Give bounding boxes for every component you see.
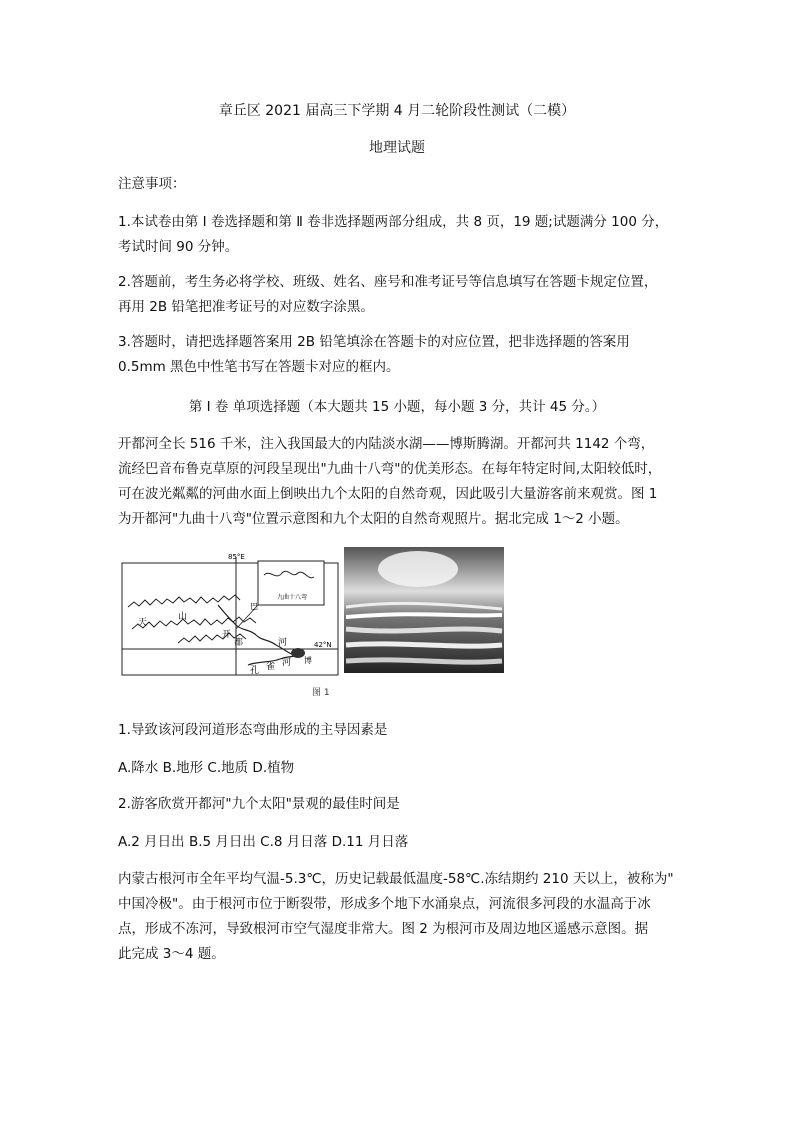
section-heading: 第 Ⅰ 卷 单项选择题（本大题共 15 小题，每小题 3 分，共计 45 分。）: [188, 399, 606, 415]
map-char-6: 孔: [250, 666, 260, 676]
longitude-label: 85°E: [228, 553, 245, 561]
notes-heading: 注意事项：: [118, 176, 186, 192]
figure-1-caption: 图 1: [312, 688, 330, 698]
note-item-3: [118, 330, 678, 380]
question-1-stem: 1.导致该河段河道形态弯曲形成的主导因素是: [118, 722, 388, 738]
map-char-9: 巴: [250, 602, 258, 611]
figure-1: [118, 545, 530, 705]
passage-2-line-1: 内蒙古根河市全年平均气温-5.3℃，历史记载最低温度-58℃.冻结期约 210 天以上，被称为": [118, 871, 674, 887]
map-char-8: 河: [282, 658, 292, 668]
passage-1-line-2: 流经巴音布鲁克草原的河段呈现出"九曲十八弯"的优美形态。在每年特定时间,太阳较低时，: [118, 461, 662, 477]
map-char-7: 雀: [266, 662, 276, 672]
passage-1-line-3: 可在波光粼粼的河曲水面上倒映出九个太阳的自然奇观，因此吸引大量游客前来观赏。图 1: [118, 486, 658, 502]
figure-1-graphics: [118, 545, 530, 705]
map-char-2: 山: [178, 612, 188, 622]
note-item-2-line-1: 2.答题前，考生务必将学校、班级、姓名、座号和准考证号等信息填写在答题卡规定位置，: [118, 274, 658, 290]
river-bend-3: [346, 629, 502, 631]
question-1-options: A.降水 B.地形 C.地质 D.植物: [118, 760, 295, 776]
note-item-2: [118, 270, 678, 320]
map-char-10: 博: [304, 656, 312, 665]
map-char-1: 天: [138, 618, 148, 628]
passage-2: [118, 867, 678, 967]
passage-1: [118, 432, 678, 532]
question-2-stem: 2.游客欣赏开都河"九个太阳"景观的最佳时间是: [118, 796, 400, 812]
note-item-2-line-2: 再用 2B 铅笔把准考证号的对应数字涂黑。: [118, 299, 374, 315]
map-char-3: 开: [222, 630, 232, 640]
river-bend-4: [346, 644, 502, 646]
river-bend-5: [346, 660, 502, 662]
exam-subtitle: 地理试题: [369, 140, 425, 156]
map-char-4: 都: [234, 638, 244, 648]
passage-2-line-3: 点，形成不冻河，导致根河市空气湿度非常大。图 2 为根河市及周边地区遥感示意图。据: [118, 921, 649, 937]
latitude-label: 42°N: [314, 641, 332, 649]
note-item-3-line-1: 3.答题时，请把选择题答案用 2B 铅笔填涂在答题卡的对应位置，把非选择题的答案用: [118, 334, 630, 350]
sun-glare: [378, 551, 458, 587]
passage-1-line-4: 为开都河"九曲十八弯"位置示意图和九个太阳的自然奇观照片。据北完成 1～2 小题。: [118, 511, 629, 527]
note-item-3-line-2: 0.5mm 黑色中性笔书写在答题卡对应的框内。: [118, 359, 400, 375]
question-2-options: A.2 月日出 B.5 月日出 C.8 月日落 D.11 月日落: [118, 834, 409, 850]
location-map: [122, 553, 338, 676]
note-item-1-line-2: 考试时间 90 分钟。: [118, 239, 239, 255]
passage-1-line-1: 开都河全长 516 千米，注入我国最大的内陆淡水湖——博斯腾湖。开都河共 1142 个弯，: [118, 436, 655, 452]
nine-suns-photo: [344, 547, 504, 673]
exam-title: 章丘区 2021 届高三下学期 4 月二轮阶段性测试（二模）: [218, 103, 576, 119]
bosten-lake: [291, 648, 305, 658]
passage-2-line-2: 中国冷极"。由于根河市位于断裂带，形成多个地下水涌泉点，河流很多河段的水温高于冰: [118, 896, 651, 912]
note-item-1-line-1: 1.本试卷由第 Ⅰ 卷选择题和第 Ⅱ 卷非选择题两部分组成，共 8 页，19 题;试题满分 100 分，: [118, 214, 669, 230]
passage-2-line-4: 此完成 3～4 题。: [118, 946, 225, 962]
inset-label: 九曲十八弯: [276, 594, 308, 601]
map-char-5: 河: [278, 638, 288, 648]
note-item-1: [118, 210, 678, 260]
